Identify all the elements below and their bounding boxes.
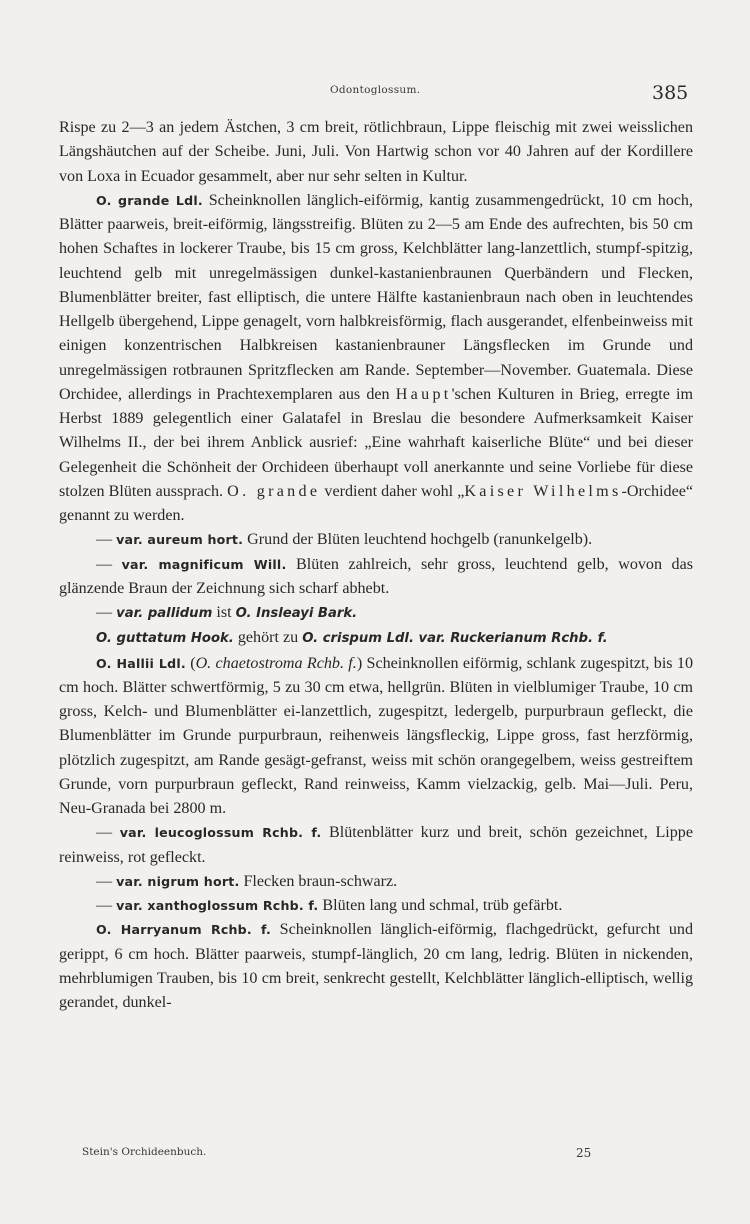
variety-name: var. xanthoglossum Rchb. f.	[116, 898, 319, 913]
variety-name: var. aureum hort.	[116, 532, 244, 548]
species-name: O. Hallii Ldl.	[96, 655, 186, 671]
synonym: O. chaetostroma Rchb. f.	[195, 654, 357, 672]
entry-o-hallii: O. Hallii Ldl. (O. chaetostroma Rchb. f.) Scheinknollen eiförmig, schlank zugespitzt, bis 10 cm hoch. Blätter schwertförmig, 5 zu 30 cm etwa, hellgrün. Blüten in vielblumiger Traube, 10 cm gross, Kelch- und Blumenblätter ei-lanzettlich, zugespitzt, ledergelb, purpurbraun gefleckt, die Blumenblätter im Grunde purpurbraun, reihenweis längsfleckig, Lippe gross, fast herzförmig, plötzlich zugespitzt, am Rande gesägt-gefranst, weiss mit schön orangegelbem, weiss gestreiftem Grunde, vorn purpurbraun gefleckt, Rand reinweiss, Kamm vielzackig, gelb. Mai—Juli. Peru, Neu-Granada bei 2800 m.	[59, 654, 693, 817]
entry-var-nigrum: — var. nigrum hort. Flecken braun-schwarz.	[96, 872, 398, 890]
book-title-footer: Stein's Orchideenbuch.	[82, 1146, 207, 1158]
entry-var-pallidum: — var. pallidum ist O. Insleayi Bark.	[96, 604, 358, 621]
variety-name: var. magnificum Will.	[121, 556, 287, 572]
entry-o-guttatum: O. guttatum Hook. gehört zu O. crispum Ldl. var. Ruckerianum Rchb. f.	[96, 629, 608, 647]
paragraph-continuation: Rispe zu 2—3 an jedem Ästchen, 3 cm breit, rötlichbraun, Lippe fleischig mit zwei weisslichen Längshäutchen auf der Scheibe. Juni, Juli. Von Hartwig schon vor 40 Jahren auf der Kordillere von Loxa in Ecuador gesammelt, aber nur sehr selten in Kultur.	[59, 119, 693, 185]
page-number: 385	[652, 82, 689, 104]
variety-name: var. leucoglossum Rchb. f.	[119, 825, 322, 841]
entry-o-grande: O. grande Ldl. Scheinknollen länglich-eiförmig, kantig zusammengedrückt, 10 cm hoch, Blätter paarweis, breit-eiförmig, längsstreifig. Blüten zu 2—5 am Ende des aufrechten, bis 50 cm hohen Schaftes in lockerer Traube, bis 15 cm gross, Kelchblätter lang-lanzettlich, stumpf-spitzig, leuchtend gelb mit unregelmässigen dunkel-kastanienbraunen Querbändern und Flecken, Blumenblätter breiter, fast elliptisch, die untere Hälfte kastanienbraun nach oben in leuchtendes Hellgelb übergehend, Lippe genagelt, vorn halbkreisförmig, flach ausgerandet, elfenbeinweiss mit einigen konzentrischen Halbkreisen kastanienbrauner Längsflecken im Grunde und unregelmässigen rotbraunen Spritzflecken am Rande. September—November. Guatemala. Diese Orchidee, allerdings in Prachtexemplaren aus den Haupt'schen Kulturen in Brieg, erregte im Herbst 1889 gelegentlich einer Galatafel in Breslau die besondere Aufmerksamkeit Kaiser Wilhelms II., der bei ihrem Anblick ausrief: „Eine wahrhaft kaiserliche Blüte“ und bei dieser Gelegenheit die Schönheit der Orchideen überhaupt voll anerkannte und seine Vorliebe für diese stolzen Blüten aussprach. O. grande verdient daher wohl „Kaiser Wilhelms-Orchidee“ genannt zu werden.	[59, 191, 694, 524]
body-text	[59, 116, 693, 1015]
running-title: Odontoglossum.	[330, 84, 421, 96]
entry-var-xanthoglossum: — var. xanthoglossum Rchb. f. Blüten lang und schmal, trüb gefärbt.	[96, 897, 563, 914]
species-name: O. grande Ldl.	[96, 192, 203, 208]
species-name: O. Harryanum Rchb. f.	[96, 922, 272, 938]
variety-name: var. nigrum hort.	[116, 873, 240, 889]
variety-name: var. pallidum	[116, 606, 213, 621]
species-name: O. guttatum Hook.	[96, 631, 234, 647]
entry-o-harryanum: O. Harryanum Rchb. f. Scheinknollen länglich-eiförmig, flachgedrückt, gefurcht und gerippt, 6 cm hoch. Blätter paarweis, stumpf-länglich, 20 cm lang, ledrig. Blüten in nickenden, mehrblumigen Trauben, bis 10 cm breit, senkrecht gestellt, Kelchblätter länglich-elliptisch, wellig gerandet, dunkel-	[59, 921, 694, 1011]
cross-reference: O. Insleayi Bark.	[235, 606, 358, 621]
entry-var-aureum: — var. aureum hort. Grund der Blüten leuchtend hochgelb (ranunkelgelb).	[96, 531, 593, 549]
entry-var-magnificum: — var. magnificum Will. Blüten zahlreich, sehr gross, leuchtend gelb, wovon das glänzende Braun der Zeichnung sich scharf abhebt.	[59, 555, 693, 597]
cross-reference: O. crispum Ldl. var. Ruckerianum Rchb. f.	[302, 631, 608, 647]
entry-var-leucoglossum: — var. leucoglossum Rchb. f. Blütenblätter kurz und breit, schön gezeichnet, Lippe reinweiss, rot gefleckt.	[59, 824, 693, 866]
signature-mark: 25	[576, 1146, 592, 1160]
